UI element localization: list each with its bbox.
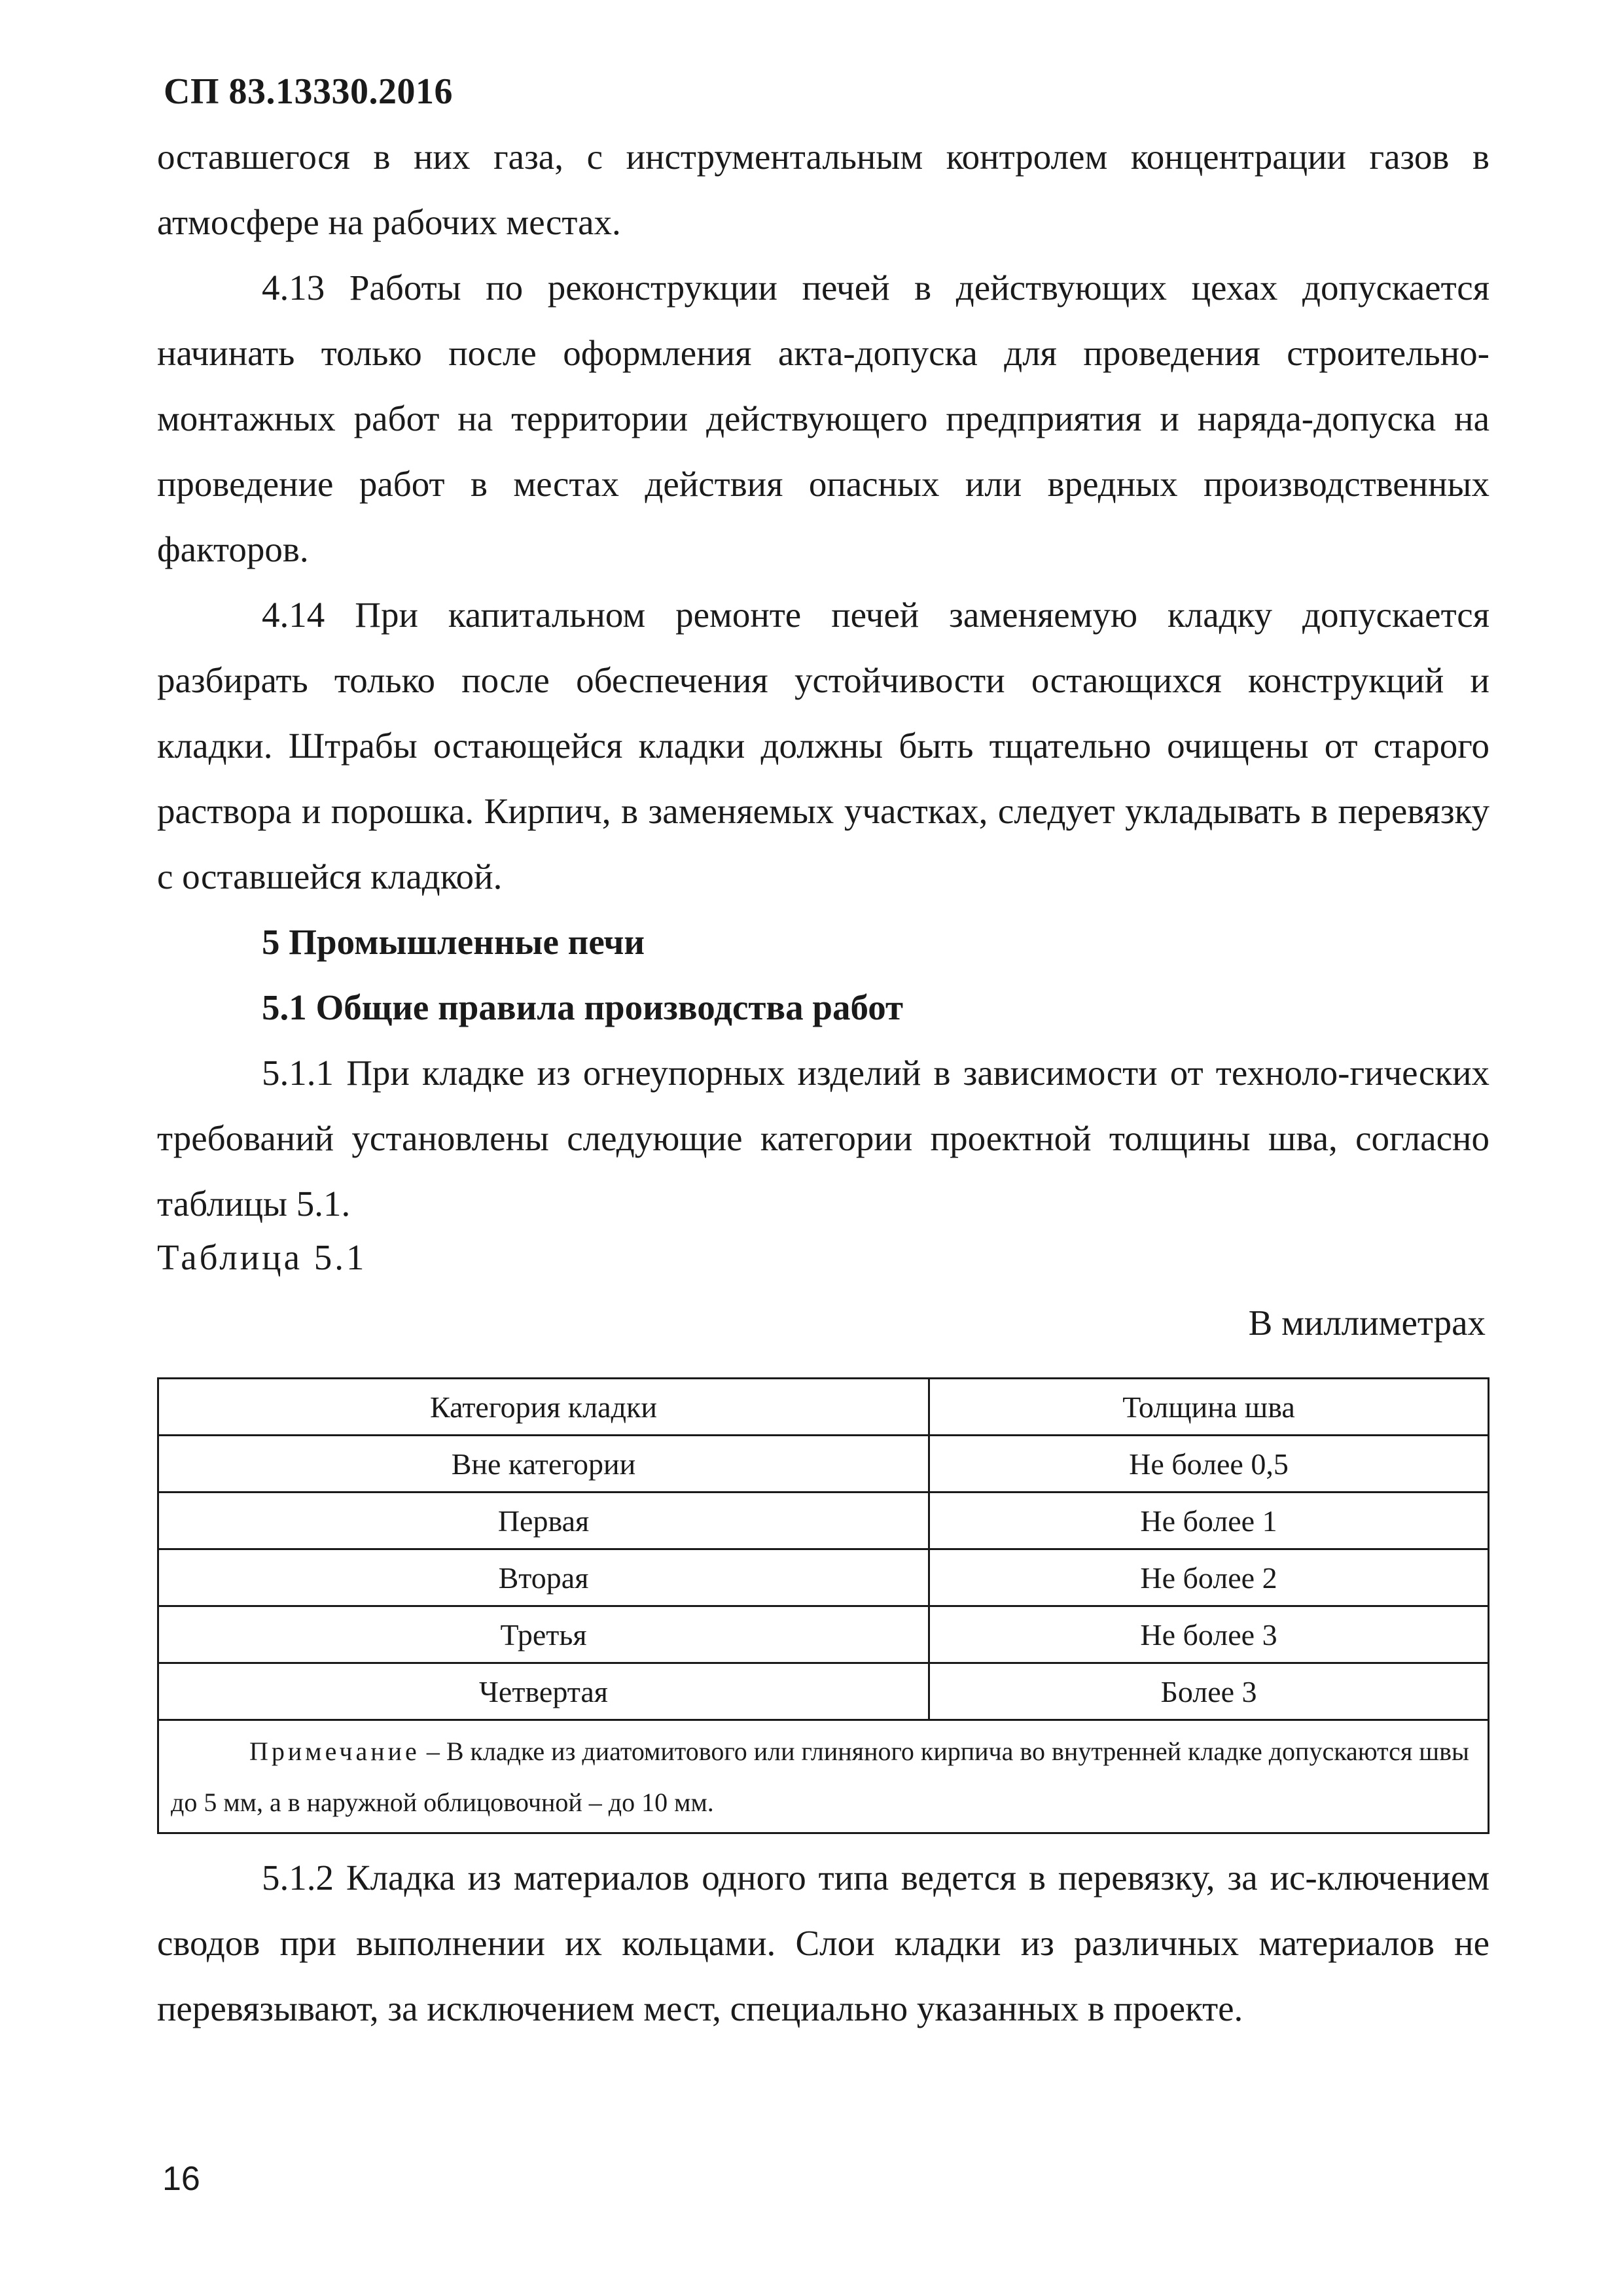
note-label: Примечание xyxy=(249,1737,420,1766)
note-text: – В кладке из диатомитового или глиняного кирпича во внутренней кладке допускаются швы до 5 мм, а в наружной облицовочной – до 10 мм. xyxy=(171,1737,1469,1817)
section-heading-5-1: 5.1 Общие правила производства работ xyxy=(262,987,904,1027)
page-number: 16 xyxy=(162,2160,200,2198)
section-heading-5: 5 Промышленные печи xyxy=(262,922,645,962)
paragraph-4-14: 4.14 При капитальном ремонте печей заменяемую кладку допускается разбирать только после обеспечения устойчивости остающихся конструкций и кладки. Штрабы остающейся кладки должны быть тщательно очищены от старого раствора и порошка. Кирпич, в заменяемых участках, следует укладывать в перевязку с оставшейся кладкой. xyxy=(157,595,1489,896)
table-cell-thickness: Не более 2 xyxy=(929,1549,1489,1606)
table-row xyxy=(158,1492,1489,1549)
table-cell-category: Первая xyxy=(158,1492,929,1549)
table-row xyxy=(158,1663,1489,1720)
document-code: СП 83.13330.2016 xyxy=(164,71,453,112)
table-row xyxy=(158,1549,1489,1606)
joint-thickness-table xyxy=(157,1377,1489,1834)
table-cell-category: Вторая xyxy=(158,1549,929,1606)
table-note xyxy=(158,1720,1489,1833)
table-cell-thickness: Не более 3 xyxy=(929,1606,1489,1663)
table-cell-category: Третья xyxy=(158,1606,929,1663)
column-header-thickness: Толщина шва xyxy=(929,1379,1489,1436)
table-cell-category: Вне категории xyxy=(158,1436,929,1492)
table-cell-category: Четвертая xyxy=(158,1663,929,1720)
table-row xyxy=(158,1606,1489,1663)
paragraph-5-1-1: 5.1.1 При кладке из огнеупорных изделий в зависимости от техноло-гических требований установлены следующие категории проектной толщины шва, согласно таблицы 5.1. xyxy=(157,1053,1489,1224)
paragraph-continuation: оставшегося в них газа, с инструментальным контролем концентрации газов в атмосфере на рабочих местах. xyxy=(157,137,1489,242)
table-header-row xyxy=(158,1379,1489,1436)
table-cell-thickness: Более 3 xyxy=(929,1663,1489,1720)
table-cell-thickness: Не более 0,5 xyxy=(929,1436,1489,1492)
paragraph-4-13: 4.13 Работы по реконструкции печей в действующих цехах допускается начинать только после оформления акта-допуска для проведения строительно-монтажных работ на территории действующего предприятия и наряда-допуска на проведение работ в местах действия опасных или вредных производственных факторов. xyxy=(157,268,1489,569)
table-row xyxy=(158,1436,1489,1492)
table-units: В миллиметрах xyxy=(1248,1303,1486,1343)
paragraph-5-1-2: 5.1.2 Кладка из материалов одного типа ведется в перевязку, за ис-ключением сводов при выполнении их кольцами. Слои кладки из различных материалов не перевязывают, за исключением мест, специально указанных в проекте. xyxy=(157,1858,1489,2028)
table-caption: Таблица 5.1 xyxy=(157,1237,367,1277)
column-header-category: Категория кладки xyxy=(158,1379,929,1436)
table-cell-thickness: Не более 1 xyxy=(929,1492,1489,1549)
table-note-row xyxy=(158,1720,1489,1833)
